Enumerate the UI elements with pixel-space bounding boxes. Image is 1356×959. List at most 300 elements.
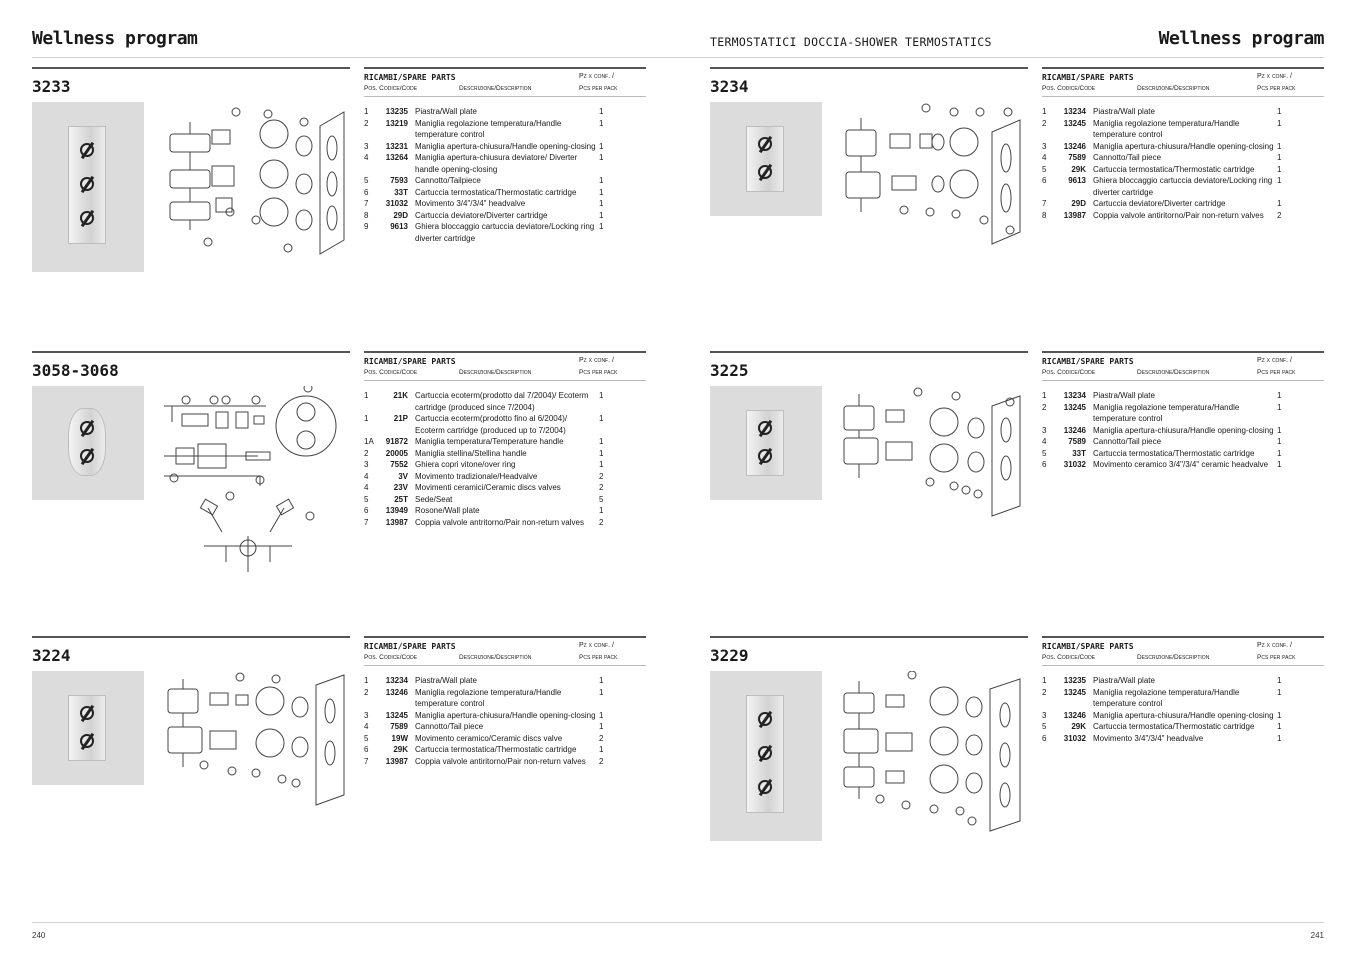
table-header — [364, 353, 646, 381]
part-row — [364, 141, 646, 153]
handle-knob — [758, 780, 772, 794]
part-code: 13235 — [1063, 676, 1086, 685]
part-row — [364, 494, 646, 506]
part-quantity: 1 — [1277, 164, 1282, 174]
part-row — [364, 482, 646, 494]
part-row — [364, 710, 646, 722]
table-header — [1042, 353, 1324, 381]
part-position: 8 — [364, 210, 369, 220]
part-position: 5 — [364, 176, 369, 185]
part-quantity: 1 — [599, 391, 604, 400]
parts-list — [1042, 675, 1324, 744]
part-row — [1042, 198, 1324, 210]
part-quantity: 1 — [599, 448, 604, 458]
part-position: 8 — [1042, 210, 1047, 220]
part-position: 1 — [364, 414, 369, 423]
model-divider — [32, 351, 350, 353]
table-header — [364, 638, 646, 666]
part-row — [364, 210, 646, 222]
part-description: Coppia valvole antiritorno/Pair non-return valves — [415, 756, 586, 766]
description-label: Descrizione/Description — [1137, 85, 1210, 92]
pcs-pack-label: Pcs per pack — [579, 654, 618, 661]
pos-code-label: Pos. Codice/Code — [1042, 85, 1096, 92]
model-divider — [32, 67, 350, 69]
part-description: Cartuccia termostatica/Thermostatic cartridge — [1093, 722, 1255, 731]
part-code: 21K — [393, 391, 408, 400]
model-code: 3229 — [710, 646, 749, 665]
part-row — [1042, 390, 1324, 402]
part-position: 4 — [1042, 437, 1047, 446]
part-description: Maniglia apertura-chiusura/Handle opening-closing — [415, 141, 596, 151]
description-label: Descrizione/Description — [459, 654, 532, 661]
part-row — [1042, 425, 1324, 437]
exploded-diagram — [156, 671, 346, 841]
part-code: 13235 — [385, 107, 408, 116]
table-title: RICAMBI/SPARE PARTS — [364, 642, 456, 651]
part-position: 2 — [364, 448, 369, 458]
part-position: 6 — [364, 506, 369, 515]
model-divider — [32, 636, 350, 638]
product-photo — [710, 102, 822, 216]
pcs-label: Pz x conf. / — [579, 642, 614, 649]
part-code: 25T — [394, 494, 408, 504]
part-row — [364, 175, 646, 187]
part-description: Movimento ceramico 3/4"/3/4" ceramic headvalve — [1093, 460, 1269, 469]
part-position: 2 — [1042, 118, 1047, 128]
part-code: 7552 — [390, 460, 408, 469]
part-position: 3 — [1042, 425, 1047, 435]
pos-code-label: Pos. Codice/Code — [364, 85, 418, 92]
part-quantity: 2 — [599, 483, 604, 492]
part-row — [364, 390, 646, 413]
part-description: Cartuccia termostatica/Thermostatic cartridge — [415, 745, 577, 754]
product-block — [710, 636, 1324, 886]
pcs-label: Pz x conf. / — [1257, 357, 1292, 364]
part-code: 13987 — [385, 517, 408, 527]
part-quantity: 1 — [1277, 402, 1282, 412]
table-title: RICAMBI/SPARE PARTS — [364, 73, 456, 82]
table-title: RICAMBI/SPARE PARTS — [1042, 357, 1134, 366]
part-description: Maniglia apertura-chiusura/Handle opening-closing — [1093, 141, 1274, 151]
part-code: 21P — [393, 414, 408, 423]
part-description: Piastra/Wall plate — [1093, 107, 1155, 116]
description-label: Descrizione/Description — [1137, 369, 1210, 376]
handle-knob — [80, 421, 94, 435]
part-quantity: 1 — [599, 199, 604, 208]
part-description: Cartuccia termostatica/Thermostatic cartridge — [1093, 164, 1255, 174]
product-block — [32, 636, 646, 886]
model-divider — [710, 351, 1028, 353]
part-position: 1 — [364, 391, 369, 400]
part-code: 13246 — [1063, 710, 1086, 720]
thermostat-plate — [746, 126, 784, 192]
part-code: 13246 — [1063, 425, 1086, 435]
part-description: Cartuccia ecoterm(prodotto dal 7/2004)/ Ecoterm cartridge (produced since 7/2004) — [415, 391, 589, 412]
part-quantity: 1 — [599, 153, 604, 162]
part-code: 31032 — [385, 199, 408, 208]
part-position: 3 — [364, 710, 369, 720]
part-position: 1 — [364, 107, 369, 116]
part-description: Ghiera copri vitone/over ring — [415, 460, 516, 469]
part-row — [364, 436, 646, 448]
model-divider — [710, 67, 1028, 69]
part-description: Maniglia stellina/Stellina handle — [415, 448, 527, 458]
part-code: 13245 — [1063, 687, 1086, 697]
part-row — [364, 675, 646, 687]
product-photo — [32, 386, 144, 500]
parts-list — [1042, 106, 1324, 221]
part-description: Maniglia apertura-chiusura/Handle opening-closing — [1093, 425, 1274, 435]
part-row — [1042, 402, 1324, 425]
part-description: Cannotto/Tail piece — [1093, 153, 1162, 162]
part-code: 13264 — [385, 153, 408, 162]
part-position: 4 — [364, 471, 369, 481]
part-position: 7 — [1042, 199, 1047, 208]
part-quantity: 1 — [599, 107, 604, 116]
description-label: Descrizione/Description — [459, 369, 532, 376]
part-row — [1042, 733, 1324, 745]
part-quantity: 1 — [599, 687, 604, 697]
part-code: 13246 — [385, 687, 408, 697]
part-quantity: 1 — [1277, 676, 1282, 685]
model-code: 3233 — [32, 77, 71, 96]
part-quantity: 2 — [599, 517, 604, 527]
part-position: 7 — [364, 199, 369, 208]
product-block — [32, 67, 646, 317]
part-row — [1042, 175, 1324, 198]
part-position: 2 — [1042, 402, 1047, 412]
part-description: Maniglia regolazione temperatura/Handle temperature control — [415, 687, 562, 708]
pos-code-label: Pos. Codice/Code — [364, 654, 418, 661]
part-position: 1 — [1042, 391, 1047, 400]
part-row — [1042, 675, 1324, 687]
part-position: 1 — [364, 676, 369, 685]
part-code: 7593 — [390, 176, 408, 185]
part-quantity: 2 — [599, 471, 604, 481]
handle-knob — [758, 449, 772, 463]
part-description: Cartuccia deviatore/Diverter cartridge — [1093, 199, 1226, 208]
part-position: 5 — [364, 494, 369, 504]
handle-knob — [80, 706, 94, 720]
part-code: 7589 — [1068, 153, 1086, 162]
part-position: 3 — [1042, 710, 1047, 720]
part-row — [364, 221, 646, 244]
part-position: 2 — [364, 687, 369, 697]
part-code: 13987 — [1063, 210, 1086, 220]
part-quantity: 5 — [599, 494, 604, 504]
part-row — [1042, 152, 1324, 164]
part-position: 6 — [1042, 460, 1047, 469]
part-position: 4 — [1042, 153, 1047, 162]
part-row — [1042, 710, 1324, 722]
thermostat-plate — [68, 695, 106, 761]
thermostat-plate — [746, 410, 784, 476]
part-quantity: 1 — [1277, 153, 1282, 162]
part-description: Ghiera bloccaggio cartuccia deviatore/Locking ring diverter cartridge — [415, 222, 595, 243]
part-row — [1042, 141, 1324, 153]
part-description: Movimento 3/4"/3/4" headvalve — [415, 199, 526, 208]
part-code: 31032 — [1063, 460, 1086, 469]
handle-knob — [80, 449, 94, 463]
part-description: Maniglia apertura-chiusura/Handle opening-closing — [415, 710, 596, 720]
part-description: Coppia valvole antiritorno/Pair non-return valves — [1093, 210, 1264, 220]
part-quantity: 1 — [599, 506, 604, 515]
part-position: 1A — [364, 437, 374, 446]
pcs-pack-label: Pcs per pack — [1257, 654, 1296, 661]
part-row — [1042, 721, 1324, 733]
exploded-diagram — [156, 386, 346, 586]
part-description: Movimenti ceramici/Ceramic discs valves — [415, 483, 561, 492]
part-row — [1042, 106, 1324, 118]
page-number-left: 240 — [32, 931, 46, 940]
part-code: 33T — [394, 187, 408, 197]
part-code: 13234 — [1063, 107, 1086, 116]
spare-parts-table — [364, 351, 646, 528]
part-quantity: 1 — [599, 414, 604, 423]
part-row — [364, 756, 646, 768]
handle-knob — [80, 177, 94, 191]
part-quantity: 1 — [599, 722, 604, 731]
pos-code-label: Pos. Codice/Code — [1042, 654, 1096, 661]
product-photo — [32, 671, 144, 785]
brand-title-right: Wellness program — [1158, 28, 1324, 49]
part-row — [364, 448, 646, 460]
part-quantity: 1 — [1277, 448, 1282, 458]
product-block — [710, 351, 1324, 601]
pcs-pack-label: Pcs per pack — [1257, 85, 1296, 92]
part-quantity: 1 — [599, 460, 604, 469]
handle-knob — [80, 211, 94, 225]
part-quantity: 1 — [599, 222, 604, 231]
model-code: 3234 — [710, 77, 749, 96]
part-description: Sede/Seat — [415, 494, 453, 504]
part-code: 13245 — [1063, 118, 1086, 128]
part-description: Maniglia regolazione temperatura/Handle temperature control — [1093, 687, 1240, 708]
part-position: 9 — [364, 222, 369, 231]
part-quantity: 1 — [1277, 687, 1282, 697]
part-position: 2 — [364, 118, 369, 128]
header-divider — [32, 57, 1324, 58]
part-quantity: 1 — [599, 118, 604, 128]
thermostat-plate — [746, 695, 784, 813]
part-description: Maniglia temperatura/Temperature handle — [415, 437, 564, 446]
part-row — [364, 187, 646, 199]
part-quantity: 1 — [599, 141, 604, 151]
part-quantity: 1 — [599, 676, 604, 685]
part-description: Cartuccia termostatica/Thermostatic cartridge — [1093, 448, 1255, 458]
part-quantity: 1 — [1277, 199, 1282, 208]
part-code: 20005 — [385, 448, 408, 458]
pcs-label: Pz x conf. / — [579, 357, 614, 364]
pcs-label: Pz x conf. / — [579, 73, 614, 80]
parts-list — [364, 390, 646, 528]
part-code: 29K — [393, 745, 408, 754]
part-row — [364, 198, 646, 210]
product-photo — [710, 671, 822, 841]
part-row — [364, 471, 646, 483]
part-position: 1 — [1042, 676, 1047, 685]
spare-parts-table — [364, 67, 646, 244]
part-code: 31032 — [1063, 733, 1086, 743]
part-position: 7 — [364, 517, 369, 527]
part-row — [364, 413, 646, 436]
part-position: 5 — [364, 733, 369, 743]
part-description: Movimento tradizionale/Headvalve — [415, 471, 538, 481]
parts-list — [364, 675, 646, 767]
model-code: 3225 — [710, 361, 749, 380]
part-position: 6 — [364, 187, 369, 197]
part-row — [364, 106, 646, 118]
pos-code-label: Pos. Codice/Code — [1042, 369, 1096, 376]
pcs-pack-label: Pcs per pack — [579, 85, 618, 92]
part-quantity: 1 — [599, 437, 604, 446]
handle-knob — [80, 143, 94, 157]
part-description: Maniglia regolazione temperatura/Handle temperature control — [1093, 118, 1240, 139]
part-description: Rosone/Wall plate — [415, 506, 480, 515]
part-code: 33T — [1072, 448, 1086, 458]
table-header — [364, 69, 646, 97]
part-position: 4 — [364, 722, 369, 731]
part-code: 13987 — [385, 756, 408, 766]
model-code: 3058-3068 — [32, 361, 119, 380]
part-code: 19W — [391, 733, 408, 743]
part-position: 5 — [1042, 448, 1047, 458]
part-position: 6 — [1042, 733, 1047, 743]
part-code: 7589 — [1068, 437, 1086, 446]
spare-parts-table — [1042, 67, 1324, 221]
table-header — [1042, 638, 1324, 666]
handle-knob — [758, 165, 772, 179]
part-position: 7 — [364, 756, 369, 766]
brand-title-left: Wellness program — [32, 28, 198, 49]
part-row — [1042, 687, 1324, 710]
part-description: Ghiera bloccaggio cartuccia deviatore/Locking ring diverter cartridge — [1093, 176, 1273, 197]
part-quantity: 1 — [599, 187, 604, 197]
part-code: 23V — [393, 483, 408, 492]
handle-knob — [758, 712, 772, 726]
part-description: Piastra/Wall plate — [1093, 391, 1155, 400]
part-description: Movimento ceramico/Ceramic discs valve — [415, 733, 563, 743]
part-quantity: 1 — [1277, 141, 1282, 151]
part-position: 3 — [1042, 141, 1047, 151]
part-position: 5 — [1042, 722, 1047, 731]
table-title: RICAMBI/SPARE PARTS — [1042, 73, 1134, 82]
footer-divider — [32, 922, 1324, 923]
thermostat-plate — [68, 126, 106, 244]
parts-list — [364, 106, 646, 244]
part-position: 4 — [364, 483, 369, 492]
handle-knob — [758, 746, 772, 760]
pcs-label: Pz x conf. / — [1257, 642, 1292, 649]
part-quantity: 1 — [1277, 107, 1282, 116]
part-quantity: 1 — [1277, 733, 1282, 743]
part-code: 29D — [1071, 199, 1086, 208]
part-row — [1042, 448, 1324, 460]
part-code: 13246 — [1063, 141, 1086, 151]
part-description: Piastra/Wall plate — [1093, 676, 1155, 685]
part-code: 91872 — [385, 437, 408, 446]
page-number-right: 241 — [1310, 931, 1324, 940]
part-position: 2 — [1042, 687, 1047, 697]
part-quantity: 1 — [599, 710, 604, 720]
part-position: 4 — [364, 153, 369, 162]
part-row — [364, 744, 646, 756]
part-quantity: 1 — [599, 210, 604, 220]
product-block — [710, 67, 1324, 317]
handle-knob — [758, 137, 772, 151]
part-description: Maniglia apertura-chiusura deviatore/ Diverter handle opening-closing — [415, 153, 578, 174]
part-row — [364, 118, 646, 141]
table-title: RICAMBI/SPARE PARTS — [1042, 642, 1134, 651]
part-row — [1042, 210, 1324, 222]
table-title: RICAMBI/SPARE PARTS — [364, 357, 456, 366]
part-position: 6 — [1042, 176, 1047, 185]
exploded-diagram — [834, 102, 1024, 272]
exploded-diagram — [834, 671, 1024, 841]
part-row — [364, 721, 646, 733]
part-quantity: 1 — [1277, 425, 1282, 435]
part-code: 13234 — [1063, 391, 1086, 400]
part-code: 13245 — [385, 710, 408, 720]
handle-knob — [758, 421, 772, 435]
description-label: Descrizione/Description — [1137, 654, 1210, 661]
part-code: 29K — [1071, 164, 1086, 174]
table-header — [1042, 69, 1324, 97]
part-position: 5 — [1042, 164, 1047, 174]
part-quantity: 2 — [599, 733, 604, 743]
pos-code-label: Pos. Codice/Code — [364, 369, 418, 376]
part-position: 6 — [364, 745, 369, 754]
spare-parts-table — [1042, 636, 1324, 744]
part-quantity: 2 — [1277, 210, 1282, 220]
part-code: 13245 — [1063, 402, 1086, 412]
part-code: 3V — [398, 471, 408, 481]
part-code: 7589 — [390, 722, 408, 731]
part-description: Cannotto/Tail piece — [1093, 437, 1162, 446]
part-code: 13231 — [385, 141, 408, 151]
part-quantity: 2 — [599, 756, 604, 766]
part-quantity: 1 — [1277, 437, 1282, 446]
handle-knob — [80, 734, 94, 748]
part-code: 13219 — [385, 118, 408, 128]
part-position: 3 — [364, 460, 369, 469]
part-code: 29K — [1071, 722, 1086, 731]
part-quantity: 1 — [599, 745, 604, 754]
part-description: Coppia valvole antritorno/Pair non-return valves — [415, 517, 584, 527]
part-code: 29D — [393, 210, 408, 220]
part-row — [1042, 164, 1324, 176]
part-quantity: 1 — [1277, 118, 1282, 128]
description-label: Descrizione/Description — [459, 85, 532, 92]
part-description: Maniglia apertura-chiusura/Handle opening-closing — [1093, 710, 1274, 720]
part-quantity: 1 — [1277, 710, 1282, 720]
model-divider — [710, 636, 1028, 638]
section-title: TERMOSTATICI DOCCIA-SHOWER TERMOSTATICS — [710, 35, 992, 49]
parts-list — [1042, 390, 1324, 471]
part-row — [1042, 118, 1324, 141]
spare-parts-table — [364, 636, 646, 767]
part-code: 13234 — [385, 676, 408, 685]
part-row — [364, 505, 646, 517]
pcs-pack-label: Pcs per pack — [579, 369, 618, 376]
part-position: 3 — [364, 141, 369, 151]
part-code: 9613 — [1068, 176, 1086, 185]
part-position: 1 — [1042, 107, 1047, 116]
part-row — [364, 152, 646, 175]
part-quantity: 1 — [1277, 391, 1282, 400]
part-description: Cannotto/Tail piece — [415, 722, 484, 731]
part-quantity: 1 — [1277, 460, 1282, 469]
